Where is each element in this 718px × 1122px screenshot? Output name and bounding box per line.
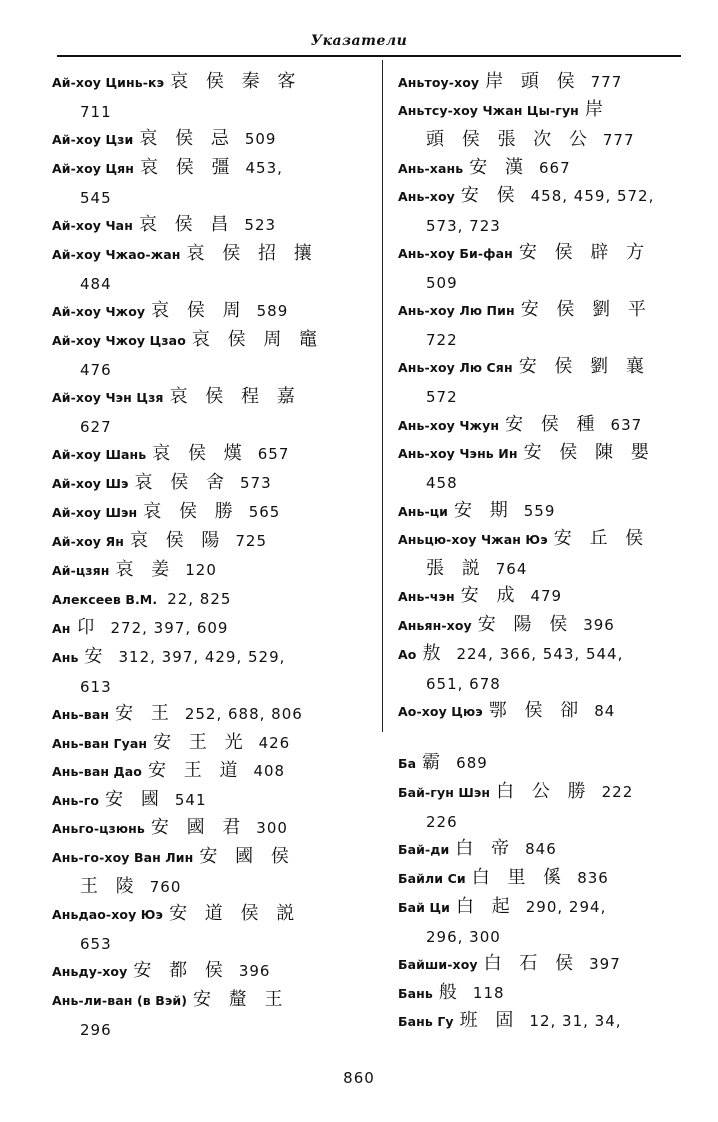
index-entry-line — [398, 778, 698, 808]
index-entry-continuation — [398, 212, 698, 241]
index-term: Бань Гу — [398, 1014, 454, 1029]
index-entry-line — [398, 950, 698, 980]
index-entry-continuation — [398, 326, 698, 355]
index-entry-line — [52, 527, 357, 557]
index-term: Ай-хоу Цинь-кэ — [52, 75, 165, 90]
chinese-characters: 安 侯 種 — [505, 414, 601, 435]
page-references: 84 — [594, 702, 616, 720]
index-entry-line — [398, 525, 698, 555]
page-references: 396 — [583, 616, 615, 634]
page-references: 573 — [239, 474, 272, 492]
chinese-characters: 安 國 君 — [150, 817, 247, 838]
chinese-characters: 哀 侯 秦 客 — [170, 71, 302, 92]
page-references: 565 — [248, 503, 281, 521]
page-references: 725 — [235, 532, 268, 550]
page-references: 408 — [253, 762, 286, 780]
page-references: 272, 397, 609 — [110, 619, 229, 637]
index-entry — [52, 68, 357, 126]
page-references: 484 — [80, 274, 112, 293]
index-entry-line — [398, 353, 698, 383]
index-term: Ань-ци — [398, 504, 449, 519]
index-term: Бай Ци — [398, 900, 451, 915]
page-number: 860 — [343, 1069, 375, 1087]
chinese-characters: 哀 侯 周 — [151, 300, 247, 321]
page-references: 120 — [185, 561, 217, 579]
index-term: Ай-хоу Чжоу — [52, 304, 146, 319]
index-entry — [52, 729, 357, 759]
index-entry — [398, 96, 698, 154]
index-term: Ань-хоу Би-фан — [398, 246, 513, 261]
page-references: 396 — [238, 962, 271, 980]
chinese-characters: 安 侯 劉 平 — [520, 299, 652, 320]
chinese-characters: 安 侯 陳 嬰 — [523, 442, 655, 463]
page-references: 545 — [80, 188, 112, 207]
header-rule — [57, 55, 681, 57]
index-entry-line — [52, 326, 357, 356]
right-column — [398, 68, 698, 1031]
index-entry-continuation — [52, 930, 357, 959]
index-term: Ай-хоу Шэн — [52, 505, 138, 520]
index-term: Аньду-хоу — [52, 964, 128, 979]
page-references: 657 — [257, 445, 290, 463]
index-entry-continuation — [52, 270, 357, 299]
chinese-characters: 哀 姜 — [115, 559, 176, 580]
index-entry — [398, 154, 698, 184]
index-entry-line — [398, 497, 698, 527]
index-entry-line — [398, 893, 698, 923]
page-references: 573, 723 — [426, 216, 501, 235]
index-entry — [52, 297, 357, 327]
index-entry-line — [52, 900, 357, 930]
index-term: Ай-хоу Цзи — [52, 132, 134, 147]
chinese-characters: 般 — [438, 982, 463, 1003]
chinese-characters: 岸 — [584, 99, 609, 120]
index-entry-line — [52, 757, 357, 787]
page-references: 589 — [256, 302, 289, 320]
index-entry-line — [52, 957, 357, 987]
running-header: Указатели — [310, 33, 408, 49]
index-entry-line — [52, 786, 357, 816]
chinese-characters: 哀 侯 熯 — [152, 443, 248, 464]
index-entry-line — [52, 729, 357, 759]
index-entry — [398, 893, 698, 951]
index-entry-line — [398, 96, 698, 126]
index-entry-line — [398, 611, 698, 641]
chinese-characters: 安 釐 王 — [193, 989, 289, 1010]
chinese-characters: 安 王 道 — [148, 760, 244, 781]
page-references: 252, 688, 806 — [184, 705, 303, 723]
index-term: Аньтсу-хоу Чжан Цы-гун — [398, 103, 579, 118]
chinese-characters: 安 — [84, 646, 109, 667]
page-references: 722 — [426, 330, 458, 349]
index-entry-line — [398, 68, 698, 98]
index-entry — [52, 326, 357, 384]
index-entry-line — [52, 297, 357, 327]
page-references: 476 — [80, 360, 112, 379]
chinese-characters: 哀 侯 程 嘉 — [169, 386, 301, 407]
index-entry — [52, 469, 357, 499]
index-entry — [398, 979, 698, 1009]
chinese-characters: 哀 侯 忌 — [139, 128, 235, 149]
index-term: Байши-хоу — [398, 957, 478, 972]
index-term: Аньян-хоу — [398, 618, 472, 633]
index-entry-line — [52, 154, 357, 184]
index-entry-continuation — [398, 555, 698, 584]
chinese-characters: 哀 侯 勝 — [143, 501, 239, 522]
page-references: 426 — [258, 734, 291, 752]
index-entry — [52, 986, 357, 1044]
page-references: 226 — [426, 812, 458, 831]
index-entry — [398, 296, 698, 354]
index-term: Ан — [52, 621, 71, 636]
index-entry — [398, 749, 698, 779]
page-references: 296 — [80, 1020, 112, 1039]
index-term: Ань-хоу Чэнь Ин — [398, 446, 518, 461]
page-references: 312, 397, 429, 529, — [118, 648, 286, 666]
chinese-characters: 頭 侯 張 次 公 — [426, 128, 593, 150]
page-references: 509 — [426, 273, 458, 292]
index-entry-line — [398, 640, 698, 670]
index-entry-line — [52, 814, 357, 844]
index-entry — [52, 498, 357, 528]
page-references: 777 — [590, 73, 623, 91]
index-entry — [398, 582, 698, 612]
index-entry-line — [398, 697, 698, 727]
index-entry — [398, 1007, 698, 1037]
index-entry-line — [52, 211, 357, 241]
index-term: Ань-го — [52, 793, 100, 808]
index-entry-continuation — [52, 673, 357, 702]
index-entry — [398, 640, 698, 698]
index-term: Бай-гун Шэн — [398, 785, 491, 800]
page-references: 541 — [174, 791, 207, 809]
chinese-characters: 敖 — [422, 643, 447, 664]
index-term: Ань-ван Гуан — [52, 736, 148, 751]
chinese-characters: 安 成 — [460, 585, 521, 606]
page-references: 572 — [426, 387, 458, 406]
chinese-characters: 白 起 — [456, 896, 516, 917]
index-entry-line — [52, 585, 357, 615]
page-references: 523 — [244, 216, 277, 234]
chinese-characters: 安 侯 劉 襄 — [518, 356, 650, 377]
page-references: 651, 678 — [426, 674, 501, 693]
chinese-characters: 白 公 勝 — [496, 781, 592, 802]
index-entry — [52, 211, 357, 241]
index-entry-line — [398, 411, 698, 441]
page-references: 653 — [80, 934, 112, 953]
index-entry-line — [52, 68, 357, 98]
index-term: Ань-ван — [52, 707, 110, 722]
index-entry — [52, 154, 357, 212]
index-entry — [52, 556, 357, 586]
index-entry-line — [52, 700, 357, 730]
index-entry — [398, 68, 698, 98]
index-entry — [398, 182, 698, 240]
index-entry — [52, 786, 357, 816]
page-references: 711 — [80, 102, 112, 121]
index-entry — [52, 757, 357, 787]
page-references: 290, 294, — [525, 898, 607, 916]
chinese-characters: 鄂 侯 卻 — [488, 700, 585, 721]
chinese-characters: 安 王 — [115, 703, 175, 724]
chinese-characters: 卬 — [76, 617, 101, 638]
index-entry — [52, 700, 357, 730]
index-entry-line — [398, 835, 698, 865]
index-entry-line — [398, 296, 698, 326]
index-entry-line — [398, 979, 698, 1009]
chinese-characters: 安 都 侯 — [133, 960, 229, 981]
chinese-characters: 張 説 — [426, 557, 486, 579]
index-term: Аньцю-хоу Чжан Юэ — [398, 532, 548, 547]
index-entry — [398, 497, 698, 527]
index-entry-line — [398, 439, 698, 469]
chinese-characters: 安 國 侯 — [199, 846, 295, 867]
index-term: Ань-го-хоу Ван Лин — [52, 850, 194, 865]
index-term: Ай-хоу Чэн Цзя — [52, 390, 164, 405]
page-references: 689 — [456, 754, 488, 772]
index-entry-line — [52, 614, 357, 644]
index-term: Ань-хоу — [398, 189, 455, 204]
index-entry-continuation — [398, 383, 698, 412]
index-entry-line — [52, 498, 357, 528]
index-term: Ань-хоу Чжун — [398, 418, 500, 433]
chinese-characters: 岸 頭 侯 — [485, 71, 581, 92]
index-term: Ай-хоу Цян — [52, 161, 135, 176]
index-entry — [398, 950, 698, 980]
page-references: 509 — [244, 130, 277, 148]
index-entry — [398, 778, 698, 836]
index-term: Ай-хоу Ян — [52, 534, 124, 549]
index-term: Ай-хоу Чжао-жан — [52, 247, 181, 262]
page-references: 222 — [601, 783, 634, 801]
index-entry — [52, 125, 357, 155]
page-references: 296, 300 — [426, 927, 501, 946]
index-term: Ай-хоу Шань — [52, 447, 147, 462]
index-entry-line — [52, 843, 357, 873]
index-entry — [398, 411, 698, 441]
chinese-characters: 哀 侯 彊 — [140, 157, 236, 178]
index-entry-line — [52, 556, 357, 586]
index-entry-line — [398, 1007, 698, 1037]
left-column — [52, 68, 357, 1039]
page-references: 559 — [523, 502, 556, 520]
chinese-characters: 哀 侯 舍 — [134, 472, 230, 493]
page-references: 224, 366, 543, 544, — [456, 645, 624, 663]
chinese-characters: 哀 侯 陽 — [129, 530, 226, 551]
index-entry — [398, 439, 698, 497]
index-entry-continuation — [52, 873, 357, 902]
page-references: 627 — [80, 417, 112, 436]
index-entry — [398, 611, 698, 641]
index-entry-line — [52, 986, 357, 1016]
page-references: 300 — [256, 819, 288, 837]
index-term: Ао — [398, 647, 417, 662]
index-entry — [52, 614, 357, 644]
chinese-characters: 白 石 侯 — [483, 953, 580, 974]
index-term: Ао-хоу Цюэ — [398, 704, 483, 719]
page-references: 613 — [80, 677, 112, 696]
page-references: 760 — [149, 877, 182, 896]
index-entry-continuation — [52, 1016, 357, 1045]
index-entry — [398, 697, 698, 727]
index-entry-continuation — [52, 184, 357, 213]
page-references: 667 — [538, 159, 571, 177]
index-term: Ай-хоу Чжоу Цзао — [52, 333, 186, 348]
index-entry-line — [52, 383, 357, 413]
index-entry — [52, 585, 357, 615]
index-term: Ань — [52, 650, 79, 665]
page-references: 846 — [525, 840, 557, 858]
index-term: Аньтоу-хоу — [398, 75, 480, 90]
page-references: 637 — [610, 416, 643, 434]
index-entry — [52, 814, 357, 844]
index-entry — [52, 900, 357, 958]
index-term: Ань-хань — [398, 161, 464, 176]
index-entry — [52, 240, 357, 298]
page-references: 777 — [602, 130, 635, 149]
index-entry — [52, 643, 357, 701]
index-entry — [398, 353, 698, 411]
index-entry-line — [398, 182, 698, 212]
chinese-characters: 安 漢 — [469, 157, 529, 178]
chinese-characters: 白 里 傒 — [471, 867, 568, 888]
index-entry-line — [398, 582, 698, 612]
page-references: 764 — [495, 559, 528, 578]
index-entry-line — [398, 864, 698, 894]
index-entry-line — [52, 643, 357, 673]
column-divider — [382, 60, 383, 732]
index-entry — [52, 843, 357, 901]
index-entry-line — [398, 154, 698, 184]
index-entry-continuation — [52, 356, 357, 385]
index-entry — [52, 440, 357, 470]
chinese-characters: 安 侯 — [460, 185, 521, 206]
page-references: 22, 825 — [167, 590, 232, 608]
index-entry-line — [52, 469, 357, 499]
chinese-characters: 安 期 — [454, 500, 514, 521]
page-references: 397 — [589, 955, 621, 973]
index-entry-line — [52, 125, 357, 155]
index-entry — [398, 835, 698, 865]
chinese-characters: 安 侯 辟 方 — [518, 242, 651, 263]
index-term: Алексеев В.М. — [52, 592, 158, 607]
index-entry-line — [52, 240, 357, 270]
page-references: 118 — [472, 984, 505, 1002]
chinese-characters: 班 固 — [459, 1010, 520, 1031]
index-entry — [398, 864, 698, 894]
chinese-characters: 安 陽 侯 — [477, 614, 574, 635]
index-term: Байли Си — [398, 871, 466, 886]
page-references: 836 — [577, 869, 609, 887]
chinese-characters: 安 道 侯 説 — [169, 903, 301, 924]
index-entry-continuation — [398, 469, 698, 498]
index-term: Ай-хоу Шэ — [52, 476, 129, 491]
index-term: Ай-хоу Чан — [52, 218, 133, 233]
page-references: 453, — [245, 159, 283, 177]
index-entry-continuation — [398, 923, 698, 952]
index-entry-continuation — [52, 98, 357, 127]
chinese-characters: 哀 侯 招 攘 — [186, 243, 318, 264]
chinese-characters: 哀 侯 昌 — [138, 214, 235, 235]
page-references: 479 — [530, 587, 563, 605]
index-term: Аньдао-хоу Юэ — [52, 907, 164, 922]
chinese-characters: 哀 侯 周 竈 — [191, 329, 324, 350]
index-term: Ань-ван Дао — [52, 764, 142, 779]
chinese-characters: 安 王 光 — [153, 732, 249, 753]
page-references: 458 — [426, 473, 458, 492]
index-entry-line — [52, 440, 357, 470]
index-term: Ань-чэн — [398, 589, 455, 604]
index-term: Аньго-цзюнь — [52, 821, 145, 836]
index-entry — [52, 383, 357, 441]
index-term: Бань — [398, 986, 433, 1001]
index-entry-continuation — [398, 808, 698, 837]
index-term: Ань-ли-ван (в Вэй) — [52, 993, 188, 1008]
index-term: Бай-ди — [398, 842, 450, 857]
index-term: Ань-хоу Лю Пин — [398, 303, 515, 318]
index-entry — [52, 957, 357, 987]
index-entry-line — [398, 239, 698, 269]
index-entry — [398, 239, 698, 297]
index-term: Ба — [398, 756, 417, 771]
index-entry-line — [398, 749, 698, 779]
page-references: 458, 459, 572, — [530, 187, 655, 205]
index-entry — [52, 527, 357, 557]
chinese-characters: 霸 — [422, 752, 447, 773]
chinese-characters: 王 陵 — [80, 875, 140, 897]
index-term: Ань-хоу Лю Сян — [398, 360, 513, 375]
chinese-characters: 安 國 — [105, 789, 165, 810]
index-term: Ай-цзян — [52, 563, 110, 578]
index-entry-continuation — [52, 413, 357, 442]
index-entry-continuation — [398, 670, 698, 699]
page-references: 12, 31, 34, — [529, 1012, 622, 1030]
index-entry-continuation — [398, 269, 698, 298]
chinese-characters: 白 帝 — [455, 838, 516, 859]
index-entry-continuation — [398, 126, 698, 155]
index-entry — [398, 525, 698, 583]
chinese-characters: 安 丘 侯 — [553, 528, 650, 549]
